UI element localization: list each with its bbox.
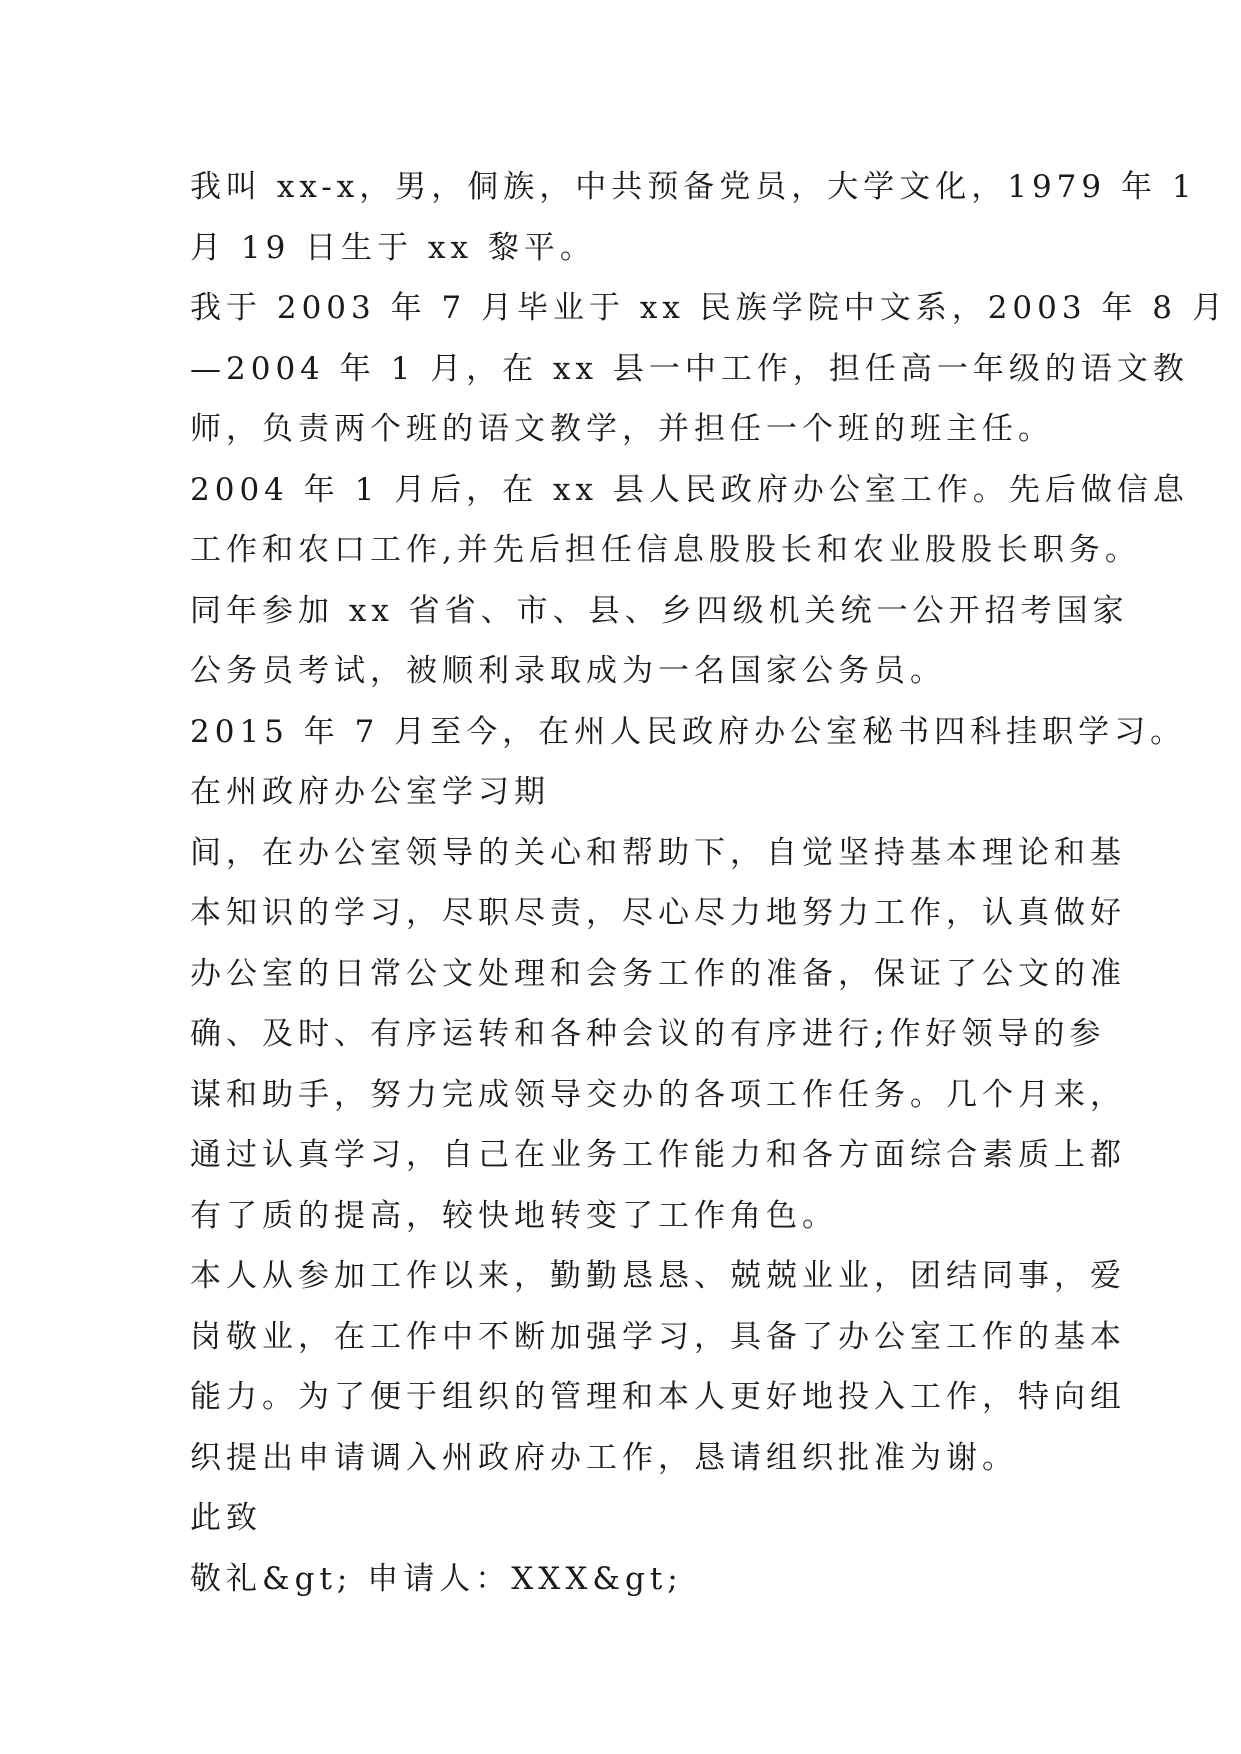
document-body xyxy=(190,157,1228,1609)
text-line: 我于 2003 年 7 月毕业于 xx 民族学院中文系，2003 年 8 月 xyxy=(190,290,1228,326)
text-line: 通过认真学习，自己在业务工作能力和各方面综合素质上都 xyxy=(190,1137,1126,1173)
text-line: 同年参加 xx 省省、市、县、乡四级机关统一公开招考国家 xyxy=(190,592,1129,629)
text-line: 谋和助手，努力完成领导交办的各项工作任务。几个月来， xyxy=(190,1076,1126,1113)
text-line: 本知识的学习，尽职尽责，尽心尽力地努力工作，认真做好 xyxy=(190,895,1126,931)
text-line: 确、及时、有序运转和各种会议的有序进行;作好领导的参 xyxy=(190,1016,1106,1052)
text-line: 岗敬业，在工作中不断加强学习，具备了办公室工作的基本 xyxy=(190,1318,1126,1355)
text-line: 能力。为了便于组织的管理和本人更好地投入工作，特向组 xyxy=(190,1379,1126,1415)
text-line: 本人从参加工作以来，勤勤恳恳、兢兢业业，团结同事，爱 xyxy=(190,1258,1126,1294)
text-line: 我叫 xx-x，男，侗族，中共预备党员，大学文化，1979 年 1 xyxy=(190,169,1197,205)
text-line: 敬礼&gt; 申请人：XXX&gt; xyxy=(190,1560,683,1597)
text-line: 2015 年 7 月至今，在州人民政府办公室秘书四科挂职学习。 xyxy=(190,713,1187,750)
text-line: 有了质的提高，较快地转变了工作角色。 xyxy=(190,1197,838,1234)
text-line: 工作和农口工作,并先后担任信息股股长和农业股股长职务。 xyxy=(190,532,1141,568)
text-line: —2004 年 1 月，在 xx 县一中工作，担任高一年级的语文教 xyxy=(190,350,1189,387)
text-line: 在州政府办公室学习期 xyxy=(190,774,550,810)
text-line: 此致 xyxy=(190,1500,262,1536)
text-line: 公务员考试，被顺利录取成为一名国家公务员。 xyxy=(190,653,946,689)
text-line: 办公室的日常公文处理和会务工作的准备，保证了公文的准 xyxy=(190,955,1126,992)
text-line: 织提出申请调入州政府办工作，恳请组织批准为谢。 xyxy=(190,1439,1018,1476)
text-line: 月 19 日生于 xx 黎平。 xyxy=(190,229,596,266)
text-line: 间，在办公室领导的关心和帮助下，自觉坚持基本理论和基 xyxy=(190,834,1126,871)
text-line: 师，负责两个班的语文教学，并担任一个班的班主任。 xyxy=(190,411,1054,447)
text-line: 2004 年 1 月后，在 xx 县人民政府办公室工作。先后做信息 xyxy=(190,471,1189,508)
